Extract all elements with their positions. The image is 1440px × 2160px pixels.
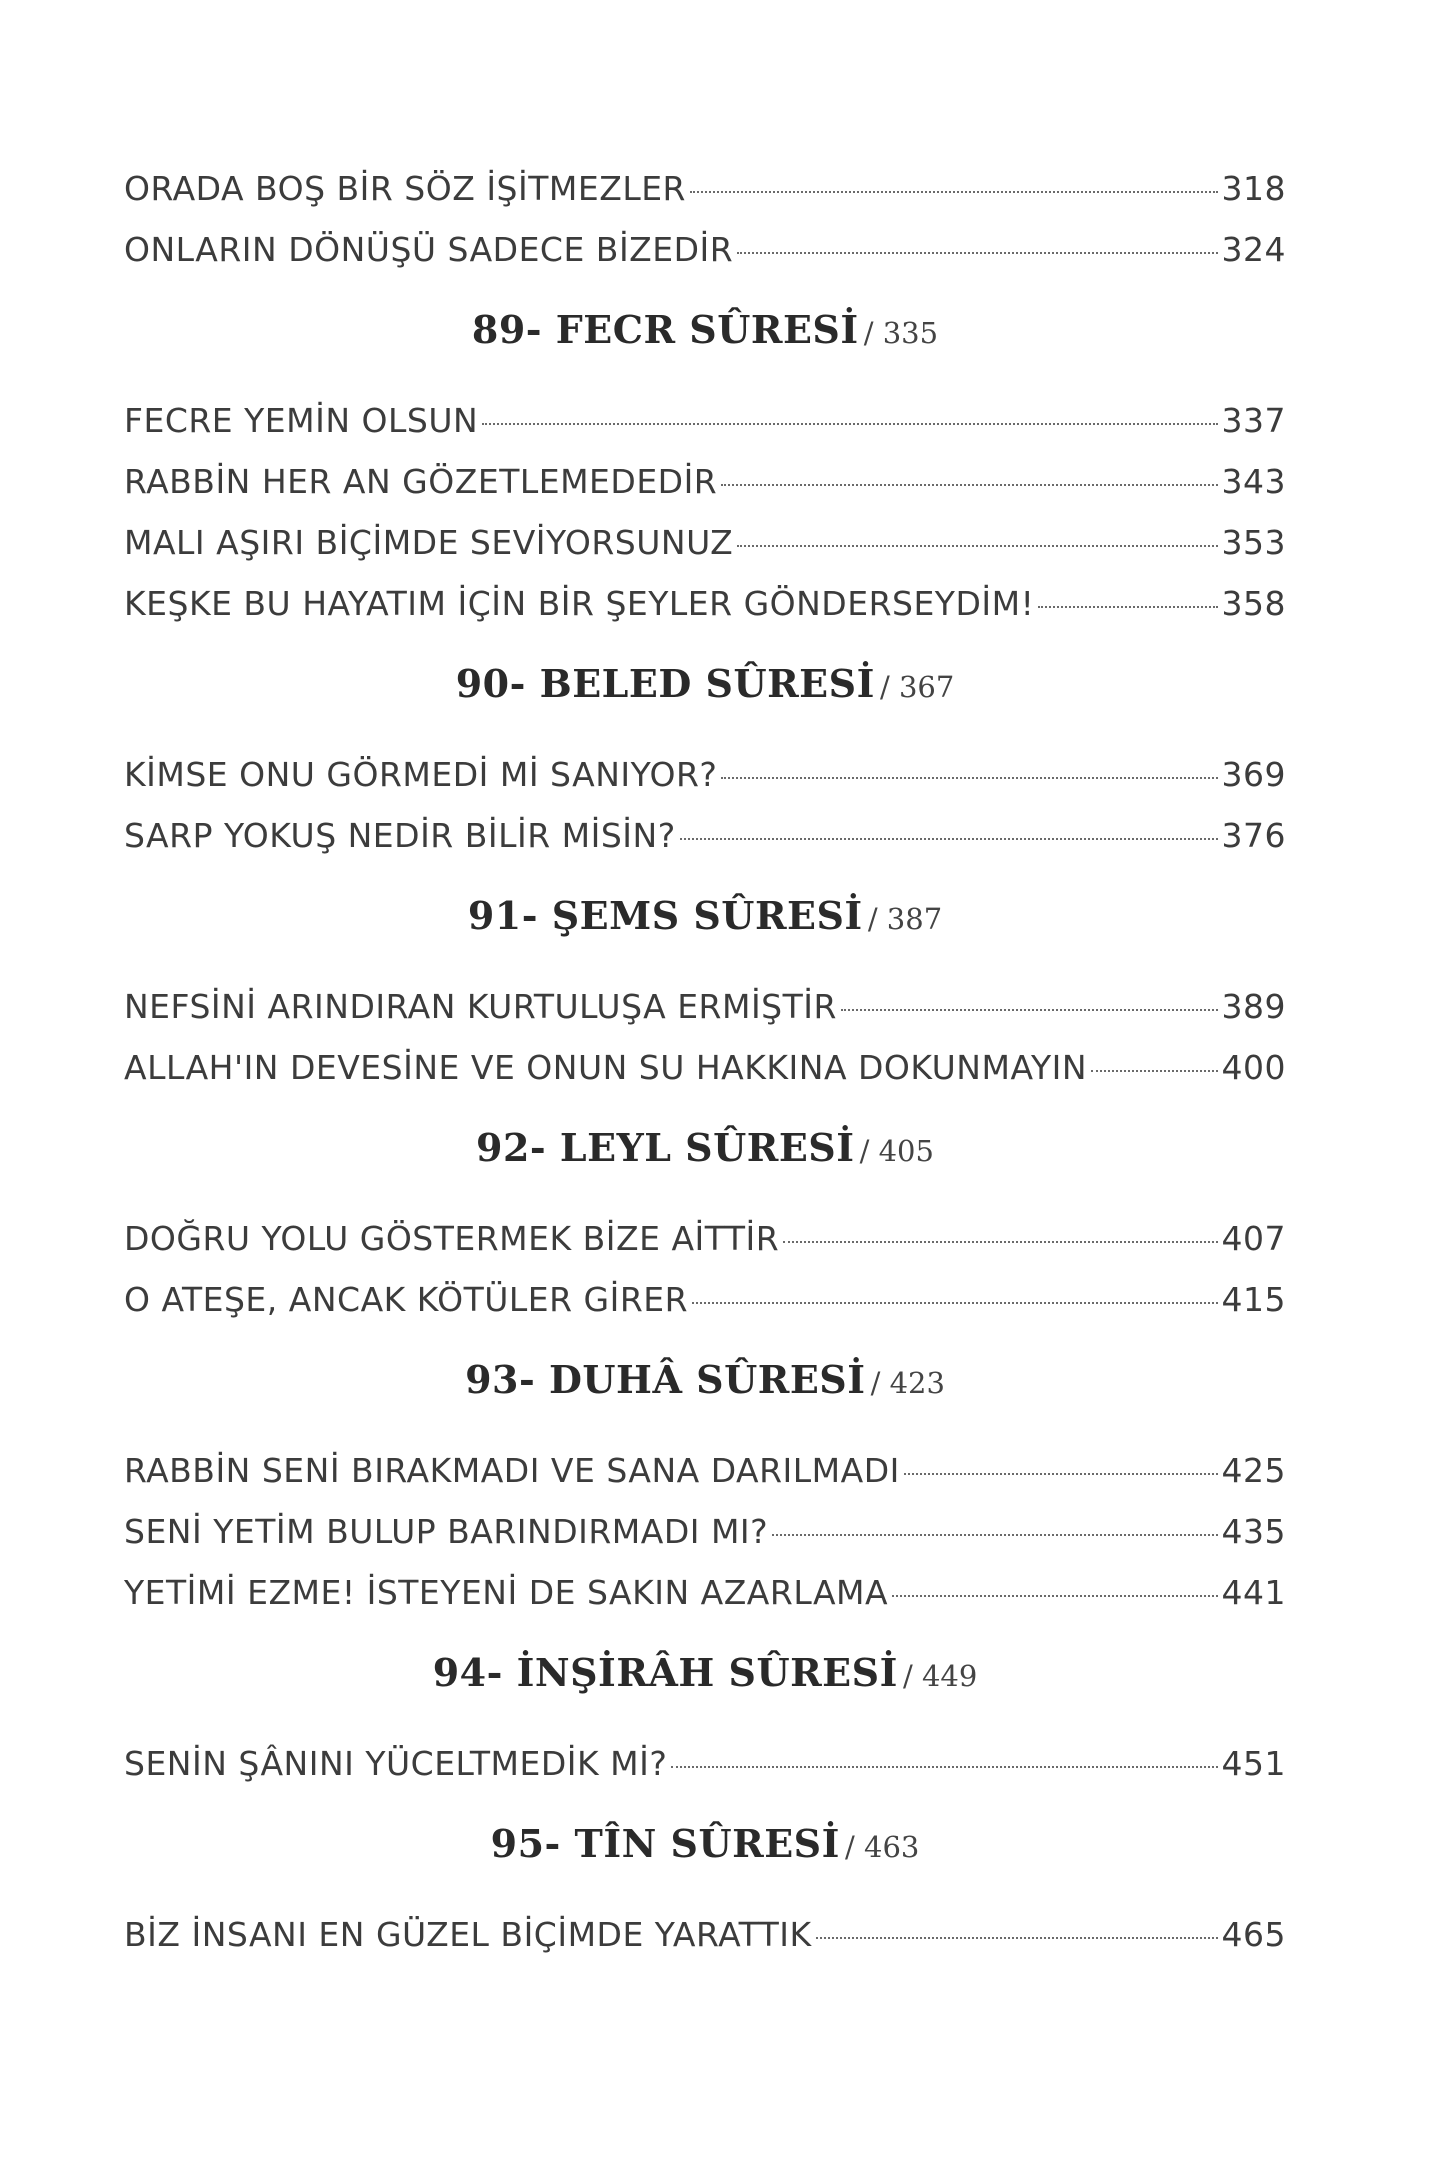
toc-entry xyxy=(124,1733,1286,1794)
toc-entry xyxy=(124,1440,1286,1501)
section-title: 90- BELED SÛRESİ xyxy=(455,661,875,706)
section-heading xyxy=(124,1794,1286,1904)
dot-leader xyxy=(892,1595,1217,1597)
section-title: 91- ŞEMS SÛRESİ xyxy=(467,893,863,938)
entry-title: SENİN ŞÂNINI YÜCELTMEDİK Mİ? xyxy=(124,1744,668,1783)
entry-title: RABBİN HER AN GÖZETLEMEDEDİR xyxy=(124,462,718,501)
entry-title: MALI AŞIRI BİÇİMDE SEVİYORSUNUZ xyxy=(124,523,734,562)
section-title: 92- LEYL SÛRESİ xyxy=(476,1125,855,1170)
toc-entry xyxy=(124,1269,1286,1330)
section-title: 95- TÎN SÛRESİ xyxy=(490,1821,840,1866)
entry-page-number: 358 xyxy=(1221,584,1286,623)
section-heading xyxy=(124,1330,1286,1440)
entry-page-number: 376 xyxy=(1221,816,1286,855)
table-of-contents xyxy=(124,158,1286,1965)
entry-page-number: 343 xyxy=(1221,462,1286,501)
section-page-number: / 387 xyxy=(867,902,943,936)
section-page-number: / 449 xyxy=(902,1659,978,1693)
toc-entry xyxy=(124,1037,1286,1098)
section-heading xyxy=(124,1623,1286,1733)
toc-entry xyxy=(124,451,1286,512)
toc-entry xyxy=(124,158,1286,219)
dot-leader xyxy=(680,838,1218,840)
dot-leader xyxy=(737,252,1217,254)
section-title: 89- FECR SÛRESİ xyxy=(471,307,859,352)
entry-title: ALLAH'IN DEVESİNE VE ONUN SU HAKKINA DOKUNMAYIN xyxy=(124,1048,1088,1087)
section-title: 94- İNŞİRÂH SÛRESİ xyxy=(432,1650,898,1695)
toc-entry xyxy=(124,1501,1286,1562)
toc-entry xyxy=(124,744,1286,805)
toc-entry xyxy=(124,573,1286,634)
entry-title: BİZ İNSANI EN GÜZEL BİÇİMDE YARATTIK xyxy=(124,1915,812,1954)
toc-entry xyxy=(124,1208,1286,1269)
section-page-number: / 367 xyxy=(879,670,955,704)
dot-leader xyxy=(737,545,1217,547)
dot-leader xyxy=(841,1009,1218,1011)
entry-page-number: 425 xyxy=(1221,1451,1286,1490)
entry-title: NEFSİNİ ARINDIRAN KURTULUŞA ERMİŞTİR xyxy=(124,987,837,1026)
entry-page-number: 318 xyxy=(1221,169,1286,208)
section-page-number: / 405 xyxy=(859,1134,934,1168)
entry-page-number: 369 xyxy=(1221,755,1286,794)
entry-page-number: 415 xyxy=(1221,1280,1286,1319)
entry-page-number: 400 xyxy=(1221,1048,1286,1087)
dot-leader xyxy=(482,423,1217,425)
dot-leader xyxy=(690,191,1218,193)
dot-leader xyxy=(1091,1070,1217,1072)
entry-title: SARP YOKUŞ NEDİR BİLİR MİSİN? xyxy=(124,816,676,855)
section-page-number: / 423 xyxy=(870,1366,945,1400)
entry-title: ORADA BOŞ BİR SÖZ İŞİTMEZLER xyxy=(124,169,686,208)
entry-page-number: 441 xyxy=(1221,1573,1286,1612)
entry-title: SENİ YETİM BULUP BARINDIRMADI MI? xyxy=(124,1512,769,1551)
toc-entry xyxy=(124,976,1286,1037)
dot-leader xyxy=(1038,606,1217,608)
entry-title: DOĞRU YOLU GÖSTERMEK BİZE AİTTİR xyxy=(124,1219,780,1258)
dot-leader xyxy=(671,1766,1217,1768)
entry-title: ONLARIN DÖNÜŞÜ SADECE BİZEDİR xyxy=(124,230,734,269)
section-heading xyxy=(124,866,1286,976)
dot-leader xyxy=(816,1937,1218,1939)
dot-leader xyxy=(692,1302,1217,1304)
toc-entry xyxy=(124,1562,1286,1623)
entry-page-number: 353 xyxy=(1221,523,1286,562)
toc-entry xyxy=(124,805,1286,866)
dot-leader xyxy=(721,777,1217,779)
dot-leader xyxy=(772,1534,1217,1536)
entry-page-number: 389 xyxy=(1221,987,1286,1026)
entry-page-number: 465 xyxy=(1221,1915,1286,1954)
dot-leader xyxy=(721,484,1217,486)
entry-page-number: 435 xyxy=(1221,1512,1286,1551)
entry-title: O ATEŞE, ANCAK KÖTÜLER GİRER xyxy=(124,1280,689,1319)
entry-title: FECRE YEMİN OLSUN xyxy=(124,401,479,440)
dot-leader xyxy=(783,1241,1217,1243)
toc-entry xyxy=(124,1904,1286,1965)
dot-leader xyxy=(904,1473,1218,1475)
section-page-number: / 463 xyxy=(845,1830,920,1864)
entry-title: YETİMİ EZME! İSTEYENİ DE SAKIN AZARLAMA xyxy=(124,1573,889,1612)
section-heading xyxy=(124,634,1286,744)
entry-page-number: 324 xyxy=(1221,230,1286,269)
section-page-number: / 335 xyxy=(863,316,939,350)
entry-title: KİMSE ONU GÖRMEDİ Mİ SANIYOR? xyxy=(124,755,718,794)
entry-title: KEŞKE BU HAYATIM İÇİN BİR ŞEYLER GÖNDERSEYDİM! xyxy=(124,584,1035,623)
section-heading xyxy=(124,280,1286,390)
entry-page-number: 451 xyxy=(1221,1744,1286,1783)
section-heading xyxy=(124,1098,1286,1208)
entry-page-number: 407 xyxy=(1221,1219,1286,1258)
entry-page-number: 337 xyxy=(1221,401,1286,440)
toc-entry xyxy=(124,512,1286,573)
section-title: 93- DUHÂ SÛRESİ xyxy=(465,1357,866,1402)
entry-title: RABBİN SENİ BIRAKMADI VE SANA DARILMADI xyxy=(124,1451,900,1490)
toc-entry xyxy=(124,219,1286,280)
toc-entry xyxy=(124,390,1286,451)
